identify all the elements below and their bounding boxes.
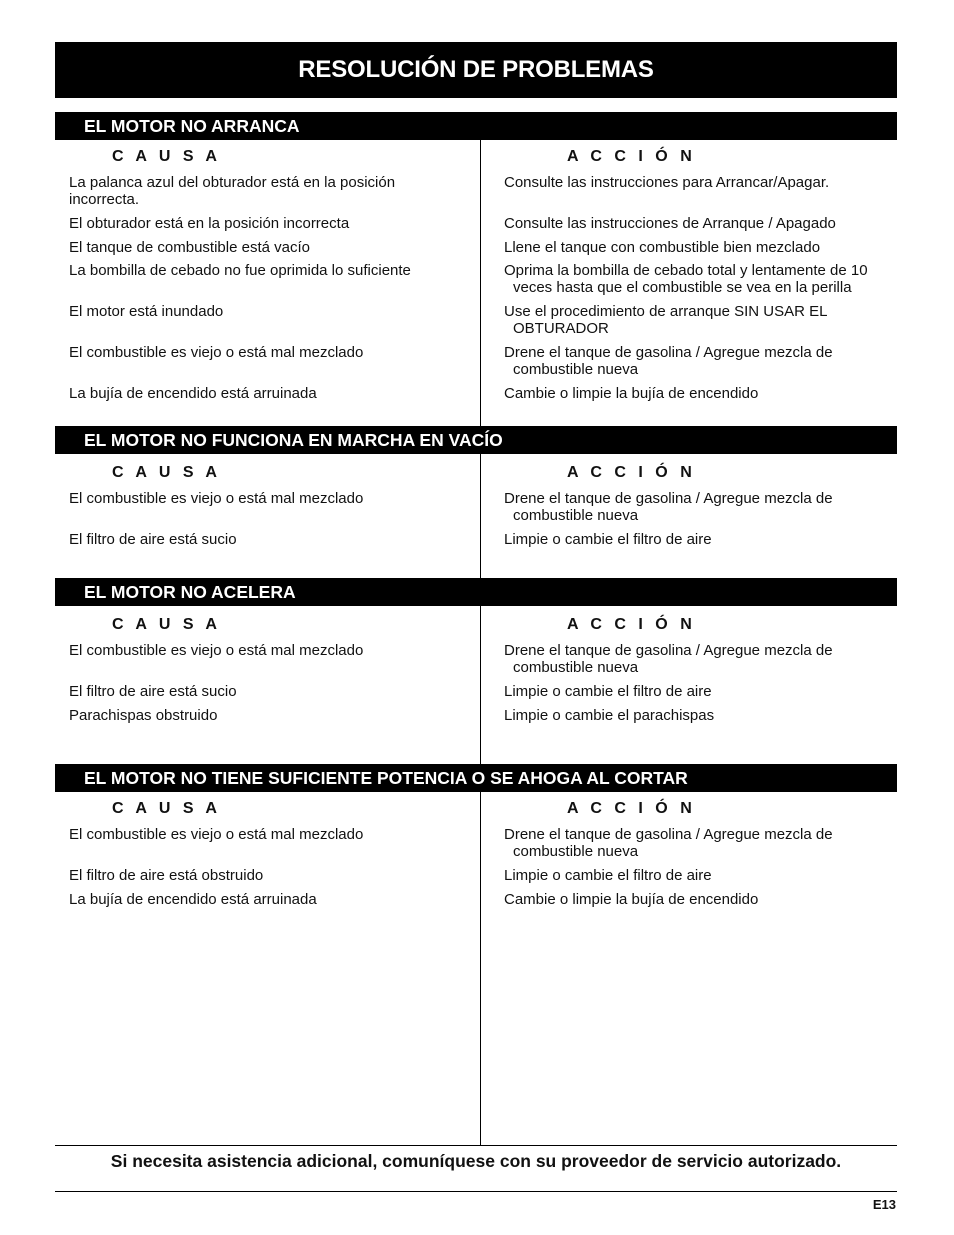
cause-text bbox=[69, 891, 317, 908]
action-line: veces hasta que el combustible se vea en la perilla bbox=[513, 279, 852, 296]
action-line: Consulte las instrucciones de Arranque / Apagado bbox=[504, 215, 836, 232]
action-text bbox=[504, 303, 828, 337]
cause-line: El combustible es viejo o está mal mezclado bbox=[69, 490, 364, 507]
cause-line: El tanque de combustible está vacío bbox=[69, 239, 310, 256]
action-line: combustible nueva bbox=[513, 843, 639, 860]
cause-line: incorrecta. bbox=[69, 191, 140, 208]
action-line: Limpie o cambie el filtro de aire bbox=[504, 683, 712, 700]
cause-text bbox=[69, 490, 363, 507]
action-line: combustible nueva bbox=[513, 659, 639, 676]
action-text bbox=[504, 344, 833, 378]
action-line: Consulte las instrucciones para Arrancar/Apagar. bbox=[504, 174, 830, 191]
section-heading: EL MOTOR NO FUNCIONA EN MARCHA EN VACÍO bbox=[55, 426, 897, 454]
action-column-header: A C C I Ó N bbox=[567, 616, 696, 633]
action-line: Drene el tanque de gasolina / Agregue mezcla de bbox=[504, 344, 833, 361]
action-line: OBTURADOR bbox=[513, 320, 609, 337]
action-line: Oprima la bombilla de cebado total y lentamente de 10 bbox=[504, 262, 868, 279]
cause-column-header: C A U S A bbox=[112, 800, 221, 817]
action-line: Limpie o cambie el filtro de aire bbox=[504, 867, 712, 884]
action-line: Cambie o limpie la bujía de encendido bbox=[504, 891, 759, 908]
cause-text bbox=[69, 215, 349, 232]
action-line: Drene el tanque de gasolina / Agregue mezcla de bbox=[504, 642, 833, 659]
cause-line: El filtro de aire está sucio bbox=[69, 531, 237, 548]
action-line: combustible nueva bbox=[513, 507, 639, 524]
section-heading: EL MOTOR NO ACELERA bbox=[55, 578, 897, 606]
footer-rule-bottom bbox=[55, 1191, 897, 1192]
cause-column-header: C A U S A bbox=[112, 616, 221, 633]
action-text bbox=[504, 826, 833, 860]
action-text bbox=[504, 867, 712, 884]
cause-text bbox=[69, 174, 395, 208]
action-line: Drene el tanque de gasolina / Agregue mezcla de bbox=[504, 826, 833, 843]
cause-line: El combustible es viejo o está mal mezclado bbox=[69, 826, 364, 843]
section-heading: EL MOTOR NO TIENE SUFICIENTE POTENCIA O SE AHOGA AL CORTAR bbox=[55, 764, 897, 792]
cause-text bbox=[69, 303, 223, 320]
cause-text bbox=[69, 531, 237, 548]
action-line: Drene el tanque de gasolina / Agregue mezcla de bbox=[504, 490, 833, 507]
action-text bbox=[504, 239, 820, 256]
action-text bbox=[504, 262, 868, 296]
action-line: Use el procedimiento de arranque SIN USAR EL bbox=[504, 303, 828, 320]
cause-line: La bujía de encendido está arruinada bbox=[69, 385, 317, 402]
action-text bbox=[504, 385, 758, 402]
cause-line: Parachispas obstruido bbox=[69, 707, 218, 724]
cause-text bbox=[69, 683, 237, 700]
assistance-note: Si necesita asistencia adicional, comuníquese con su proveedor de servicio autorizado. bbox=[110, 1151, 842, 1171]
cause-text bbox=[69, 262, 411, 279]
page-number: E13 bbox=[872, 1197, 896, 1212]
action-column-header: A C C I Ó N bbox=[567, 800, 696, 817]
action-text bbox=[504, 891, 758, 908]
cause-line: La palanca azul del obturador está en la posición bbox=[69, 174, 396, 191]
action-text bbox=[504, 683, 712, 700]
cause-text bbox=[69, 239, 310, 256]
cause-text bbox=[69, 642, 363, 659]
action-text bbox=[504, 642, 833, 676]
cause-line: El combustible es viejo o está mal mezclado bbox=[69, 344, 364, 361]
cause-line: El motor está inundado bbox=[69, 303, 224, 320]
action-column-header: A C C I Ó N bbox=[567, 148, 696, 165]
cause-line: El filtro de aire está sucio bbox=[69, 683, 237, 700]
cause-column-header: C A U S A bbox=[112, 148, 221, 165]
cause-text bbox=[69, 344, 363, 361]
action-text bbox=[504, 174, 829, 191]
action-line: Llene el tanque con combustible bien mezclado bbox=[504, 239, 821, 256]
cause-line: La bombilla de cebado no fue oprimida lo suficiente bbox=[69, 262, 411, 279]
section-heading: EL MOTOR NO ARRANCA bbox=[55, 112, 897, 140]
action-line: Limpie o cambie el filtro de aire bbox=[504, 531, 712, 548]
action-text bbox=[504, 531, 712, 548]
action-column-header: A C C I Ó N bbox=[567, 464, 696, 481]
cause-text bbox=[69, 826, 363, 843]
footer-rule-top bbox=[55, 1145, 897, 1146]
cause-text bbox=[69, 385, 317, 402]
action-line: combustible nueva bbox=[513, 361, 639, 378]
cause-text bbox=[69, 707, 217, 724]
action-line: Cambie o limpie la bujía de encendido bbox=[504, 385, 759, 402]
cause-line: La bujía de encendido está arruinada bbox=[69, 891, 317, 908]
cause-line: El filtro de aire está obstruido bbox=[69, 867, 264, 884]
cause-text bbox=[69, 867, 263, 884]
action-text bbox=[504, 215, 836, 232]
column-divider bbox=[480, 140, 481, 1146]
cause-line: El obturador está en la posición incorrecta bbox=[69, 215, 350, 232]
action-line: Limpie o cambie el parachispas bbox=[504, 707, 715, 724]
cause-line: El combustible es viejo o está mal mezclado bbox=[69, 642, 364, 659]
action-text bbox=[504, 707, 714, 724]
cause-column-header: C A U S A bbox=[112, 464, 221, 481]
page-title: RESOLUCIÓN DE PROBLEMAS bbox=[55, 42, 897, 98]
action-text bbox=[504, 490, 833, 524]
